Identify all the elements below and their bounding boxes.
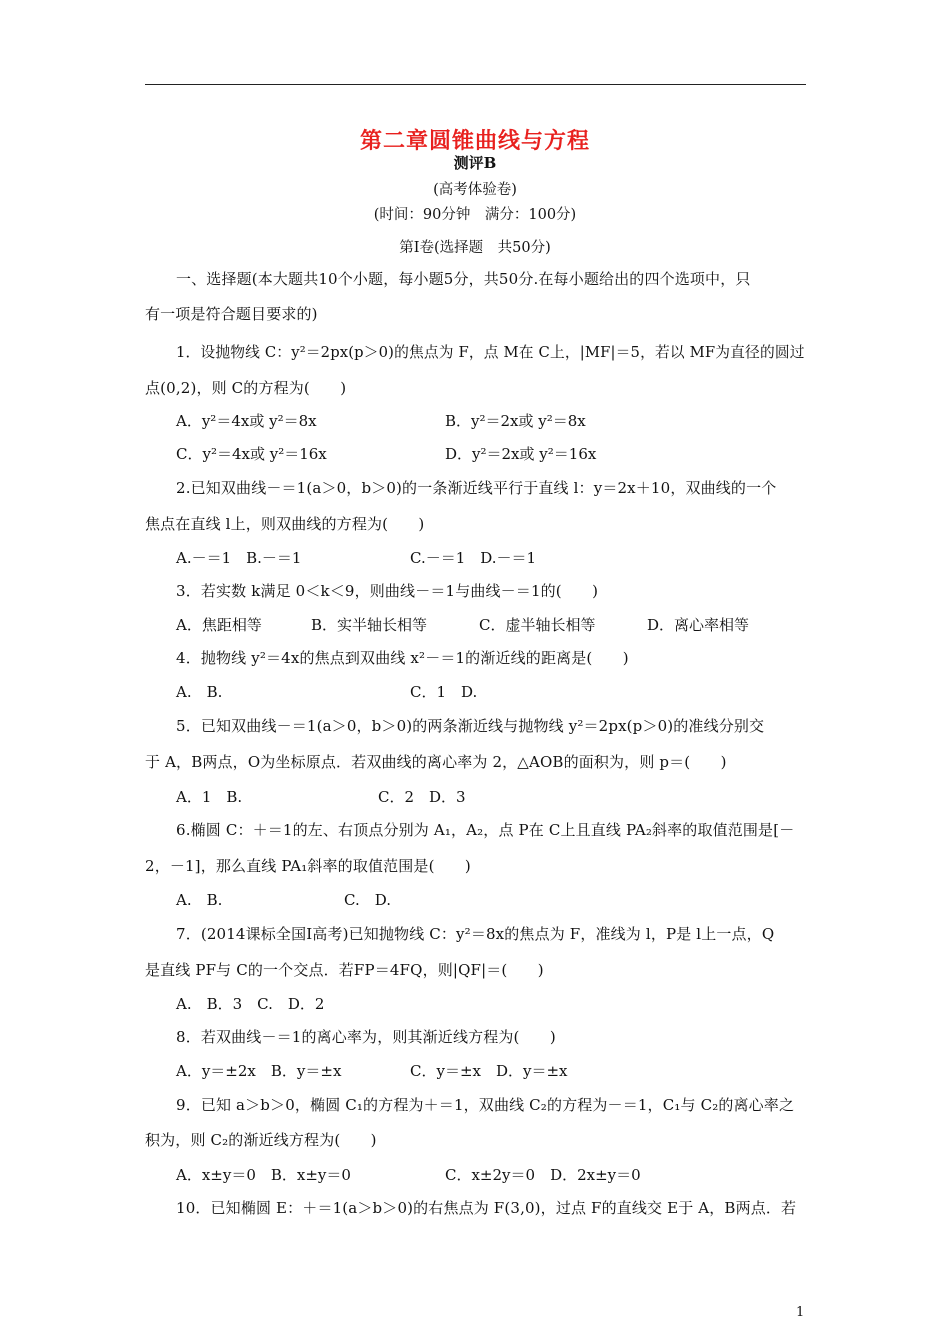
page-subtitle: 测评B <box>453 154 497 172</box>
q6-stem-line-2: 2，－1]，那么直线 PA₁斜率的取值范围是( ) <box>145 857 471 875</box>
q5-stem-line-2: 于 A，B两点，O为坐标原点．若双曲线的离心率为 2，△AOB的面积为，则 p＝( ) <box>145 753 727 771</box>
q2-stem-line-2: 焦点在直线 l上，则双曲线的方程为( ) <box>145 515 425 533</box>
q4-options-ab: A. B. <box>176 683 223 701</box>
section-intro-line-1: 一、选择题(本大题共10个小题，每小题5分，共50分.在每小题给出的四个选项中，只 <box>176 270 751 288</box>
q9-stem-line-1: 9．已知 a＞b＞0，椭圆 C₁的方程为＋＝1，双曲线 C₂的方程为－＝1，C₁与 C₂的离心率之 <box>176 1096 795 1114</box>
q7-stem-line-1: 7．(2014课标全国Ⅰ高考)已知抛物线 C：y²＝8x的焦点为 F，准线为 l，P是 l上一点，Q <box>176 925 775 943</box>
q5-options-ab: A．1 B. <box>176 788 243 806</box>
exam-type: (高考体验卷) <box>433 182 517 198</box>
q9-options-ab: A．x±y＝0 B．x±y＝0 <box>176 1166 351 1184</box>
q6-options-ab: A. B. <box>176 891 223 909</box>
header-rule <box>145 84 806 85</box>
q1-stem-line-2: 点(0,2)，则 C的方程为( ) <box>145 379 347 397</box>
q3-stem-line-1: 3．若实数 k满足 0＜k＜9，则曲线－＝1与曲线－＝1的( ) <box>176 582 599 600</box>
q8-options-ab: A．y＝±2x B．y＝±x <box>176 1062 342 1080</box>
q6-stem-line-1: 6.椭圆 C：＋＝1的左、右顶点分别为 A₁，A₂，点 P在 C上且直线 PA₂斜率的取值范围是[－ <box>176 821 795 839</box>
time-score: (时间：90分钟 满分：100分) <box>373 207 577 223</box>
q4-options-cd: C．1 D. <box>410 683 478 701</box>
volume-heading: 第Ⅰ卷(选择题 共50分) <box>399 240 551 256</box>
section-intro-line-2: 有一项是符合题目要求的) <box>145 305 318 323</box>
q5-stem-line-1: 5．已知双曲线－＝1(a＞0，b＞0)的两条渐近线与抛物线 y²＝2px(p＞0)的准线分别交 <box>176 717 765 735</box>
q4-stem-line-1: 4．抛物线 y²＝4x的焦点到双曲线 x²－＝1的渐近线的距离是( ) <box>176 649 629 667</box>
q8-options-cd: C．y＝±x D．y＝±x <box>410 1062 568 1080</box>
q3-option-b: B．实半轴长相等 <box>311 616 428 634</box>
q3-option-c: C．虚半轴长相等 <box>479 616 596 634</box>
q10-stem-line-1: 10．已知椭圆 E：＋＝1(a＞b＞0)的右焦点为 F(3,0)，过点 F的直线交 E于 A，B两点．若 <box>176 1199 797 1217</box>
q1-option-a: A．y²＝4x或 y²＝8x <box>176 412 317 430</box>
q9-options-cd: C．x±2y＝0 D．2x±y＝0 <box>445 1166 641 1184</box>
q5-options-cd: C．2 D．3 <box>378 788 466 806</box>
q2-options-cd: C.－＝1 D.－＝1 <box>410 549 537 567</box>
q1-option-b: B．y²＝2x或 y²＝8x <box>445 412 586 430</box>
q8-stem-line-1: 8．若双曲线－＝1的离心率为，则其渐近线方程为( ) <box>176 1028 556 1046</box>
page-title: 第二章圆锥曲线与方程 <box>359 128 590 154</box>
q2-options-ab: A.－＝1 B.－＝1 <box>176 549 302 567</box>
q3-option-a: A．焦距相等 <box>176 616 262 634</box>
q7-options: A. B．3 C. D．2 <box>176 995 325 1013</box>
q1-option-d: D．y²＝2x或 y²＝16x <box>445 445 597 463</box>
q6-options-cd: C. D. <box>344 891 391 909</box>
q7-stem-line-2: 是直线 PF与 C的一个交点．若FP＝4FQ，则|QF|＝( ) <box>145 961 544 979</box>
q2-stem-line-1: 2.已知双曲线－＝1(a＞0，b＞0)的一条渐近线平行于直线 l：y＝2x＋10，双曲线的一个 <box>176 479 777 497</box>
q1-stem-line-1: 1．设抛物线 C：y²＝2px(p＞0)的焦点为 F，点 M在 C上，|MF|＝5，若以 MF为直径的圆过 <box>176 344 805 361</box>
q1-option-c: C．y²＝4x或 y²＝16x <box>176 445 327 463</box>
q3-option-d: D．离心率相等 <box>647 616 750 634</box>
q9-stem-line-2: 积为，则 C₂的渐近线方程为( ) <box>145 1131 377 1149</box>
page-number: 1 <box>796 1305 805 1320</box>
